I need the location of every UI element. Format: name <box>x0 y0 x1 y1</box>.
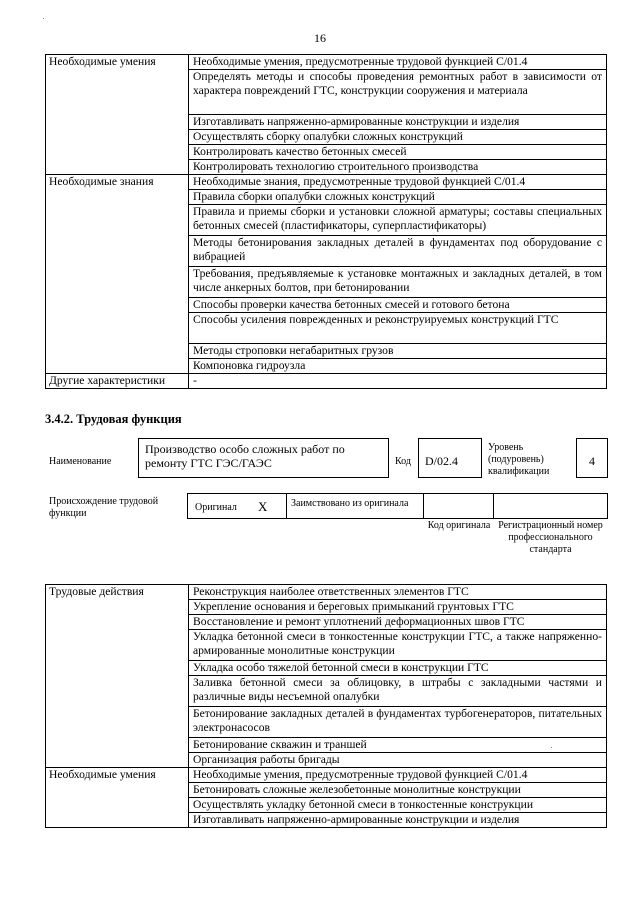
table-cell: Укладка особо тяжелой бетонной смеси в конструкции ГТС <box>189 661 607 676</box>
origin-label: Происхождение трудовой функции <box>49 496 159 519</box>
table-row <box>46 768 607 783</box>
original-box <box>187 493 287 519</box>
row-group-label: Необходимые знания <box>46 175 189 374</box>
scan-speck-2 <box>551 747 552 748</box>
level-value: 4 <box>589 454 595 468</box>
row-group-label: Необходимые умения <box>46 768 189 828</box>
table-cell: Восстановление и ремонт уплотнений деформационных швов ГТС <box>189 615 607 630</box>
table-cell: Укрепление основания и береговых примыканий грунтовых ГТС <box>189 600 607 615</box>
actions-table <box>45 584 607 828</box>
table-cell: Организация работы бригады <box>189 753 607 768</box>
table-row <box>46 175 607 190</box>
original-label: Оригинал <box>195 502 237 513</box>
table-cell: Требования, предъявляемые к установке монтажных и закладных деталей, в том числе анкерных болтов, при бетонировании <box>189 267 607 298</box>
borrowed-label: Заимствовано из оригинала <box>291 498 409 509</box>
table-cell: Заливка бетонной смеси за облицовку, в штрабы с закладными частями и различные виды несъемной опалубки <box>189 676 607 707</box>
table-cell: Укладка бетонной смеси в тонкостенные конструкции ГТС, а также напряженно-армированные монолитные конструкции <box>189 630 607 661</box>
row-group-label: Необходимые умения <box>46 55 189 175</box>
table-cell: Реконструкция наиболее ответственных элементов ГТС <box>189 585 607 600</box>
table-cell: Способы проверки качества бетонных смесей и готового бетона <box>189 298 607 313</box>
table-cell: Правила сборки опалубки сложных конструкций <box>189 190 607 205</box>
table-cell: Бетонирование скважин и траншей <box>189 738 607 753</box>
table-cell: Изготавливать напряженно-армированные конструкции и изделия <box>189 813 607 828</box>
original-code-box <box>423 493 494 519</box>
table-cell: Методы бетонирования закладных деталей в фундаментах под оборудование с вибрацией <box>189 236 607 267</box>
table-cell: Определять методы и способы проведения ремонтных работ в зависимости от характера повреждений ГТС, конструкции сооружения и материала <box>189 70 607 115</box>
table-cell: Изготавливать напряженно-армированные конструкции и изделия <box>189 115 607 130</box>
registration-number-box <box>493 493 608 519</box>
code-label: Код <box>395 456 411 467</box>
name-label: Наименование <box>49 456 112 467</box>
table-row <box>46 585 607 600</box>
table-cell: Осуществлять укладку бетонной смеси в тонкостенные конструкции <box>189 798 607 813</box>
table-cell: Контролировать технологию строительного производства <box>189 160 607 175</box>
function-name-box <box>138 438 389 478</box>
table-cell: Компоновка гидроузла <box>189 359 607 374</box>
table-cell: Необходимые знания, предусмотренные трудовой функцией С/01.4 <box>189 175 607 190</box>
row-group-label: Трудовые действия <box>46 585 189 768</box>
table-cell: Бетонировать сложные железобетонные монолитные конструкции <box>189 783 607 798</box>
section-heading: 3.4.2. Трудовая функция <box>45 412 182 426</box>
function-code-value: D/02.4 <box>425 454 458 468</box>
registration-caption: Регистрационный номер профессионального стандарта <box>498 520 603 555</box>
requirements-table <box>45 54 607 389</box>
table-row <box>46 55 607 70</box>
scan-speck <box>43 18 44 19</box>
level-label: Уровень (подуровень) квалификации <box>488 442 550 477</box>
function-name-value: Производство особо сложных работ по ремонту ГТС ГЭС/ГАЭС <box>145 442 345 470</box>
function-code-box <box>418 438 482 478</box>
table-row <box>46 374 607 389</box>
table-cell: Необходимые умения, предусмотренные трудовой функцией С/01.4 <box>189 55 607 70</box>
table-cell: Контролировать качество бетонных смесей <box>189 145 607 160</box>
table-cell: Правила и приемы сборки и установки сложной арматуры; составы специальных бетонных смесей (пластификаторы, суперпластификаторы) <box>189 205 607 236</box>
original-mark: X <box>258 499 268 514</box>
row-group-label: Другие характеристики <box>46 374 189 389</box>
borrowed-box <box>286 493 424 519</box>
table-cell: Способы усиления поврежденных и реконструируемых конструкций ГТС <box>189 313 607 344</box>
level-box <box>576 438 608 478</box>
table-cell: Необходимые умения, предусмотренные трудовой функцией С/01.4 <box>189 768 607 783</box>
table-cell: Методы строповки негабаритных грузов <box>189 344 607 359</box>
table-cell: Осуществлять сборку опалубки сложных конструкций <box>189 130 607 145</box>
table-cell: Бетонирование закладных деталей в фундаментах турбогенераторов, питательных электронасосов <box>189 707 607 738</box>
table-cell: - <box>189 374 607 389</box>
page-number: 16 <box>314 31 326 45</box>
original-code-caption: Код оригинала <box>427 520 491 531</box>
